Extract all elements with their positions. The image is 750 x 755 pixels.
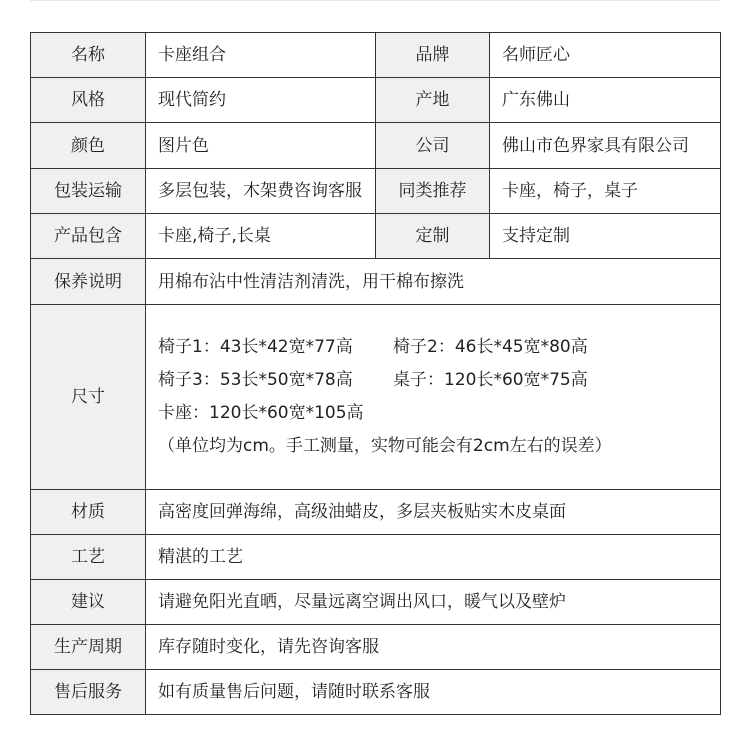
size-chair3: 椅子3：53长*50宽*78高 — [158, 370, 353, 390]
size-table: 桌子：120长*60宽*75高 — [393, 370, 588, 390]
value-color: 图片色 — [146, 123, 376, 169]
value-size — [146, 305, 721, 490]
value-origin: 广东佛山 — [490, 78, 721, 123]
table-row — [31, 625, 721, 670]
value-brand: 名师匠心 — [490, 33, 721, 78]
value-production-cycle: 库存随时变化，请先咨询客服 — [146, 625, 721, 670]
value-name: 卡座组合 — [146, 33, 376, 78]
size-chair1: 椅子1：43长*42宽*77高 — [158, 337, 353, 357]
value-includes: 卡座,椅子,长桌 — [146, 214, 376, 259]
table-row — [31, 670, 721, 715]
value-craft: 精湛的工艺 — [146, 535, 721, 580]
label-production-cycle: 生产周期 — [31, 625, 146, 670]
table-row — [31, 580, 721, 625]
label-company: 公司 — [376, 123, 490, 169]
value-company: 佛山市色界家具有限公司 — [490, 123, 721, 169]
value-packaging: 多层包装，木架费咨询客服 — [146, 169, 376, 214]
table-row — [31, 259, 721, 305]
table-row — [31, 123, 721, 169]
value-style: 现代简约 — [146, 78, 376, 123]
label-material: 材质 — [31, 490, 146, 535]
label-packaging: 包装运输 — [31, 169, 146, 214]
value-care: 用棉布沾中性清洁剂清洗，用干棉布擦洗 — [146, 259, 721, 305]
value-material: 高密度回弹海绵，高级油蜡皮，多层夹板贴实木皮桌面 — [146, 490, 721, 535]
label-name: 名称 — [31, 33, 146, 78]
size-booth: 卡座：120长*60宽*105高 — [158, 403, 364, 423]
label-brand: 品牌 — [376, 33, 490, 78]
label-style: 风格 — [31, 78, 146, 123]
value-custom: 支持定制 — [490, 214, 721, 259]
label-advice: 建议 — [31, 580, 146, 625]
table-row — [31, 490, 721, 535]
label-size: 尺寸 — [31, 305, 146, 490]
table-row — [31, 78, 721, 123]
value-advice: 请避免阳光直晒，尽量远离空调出风口，暖气以及壁炉 — [146, 580, 721, 625]
table-row — [31, 214, 721, 259]
label-after-sales: 售后服务 — [31, 670, 146, 715]
label-craft: 工艺 — [31, 535, 146, 580]
value-after-sales: 如有质量售后问题，请随时联系客服 — [146, 670, 721, 715]
top-divider — [30, 0, 720, 1]
label-care: 保养说明 — [31, 259, 146, 305]
size-chair2: 椅子2：46长*45宽*80高 — [393, 337, 588, 357]
label-custom: 定制 — [376, 214, 490, 259]
label-related: 同类推荐 — [376, 169, 490, 214]
table-row — [31, 169, 721, 214]
table-row — [31, 535, 721, 580]
label-color: 颜色 — [31, 123, 146, 169]
label-origin: 产地 — [376, 78, 490, 123]
label-includes: 产品包含 — [31, 214, 146, 259]
table-row — [31, 33, 721, 78]
value-related: 卡座，椅子，桌子 — [490, 169, 721, 214]
table-row — [31, 305, 721, 490]
product-spec-table — [30, 32, 721, 715]
size-note: （单位均为cm。手工测量，实物可能会有2cm左右的误差） — [158, 436, 612, 456]
